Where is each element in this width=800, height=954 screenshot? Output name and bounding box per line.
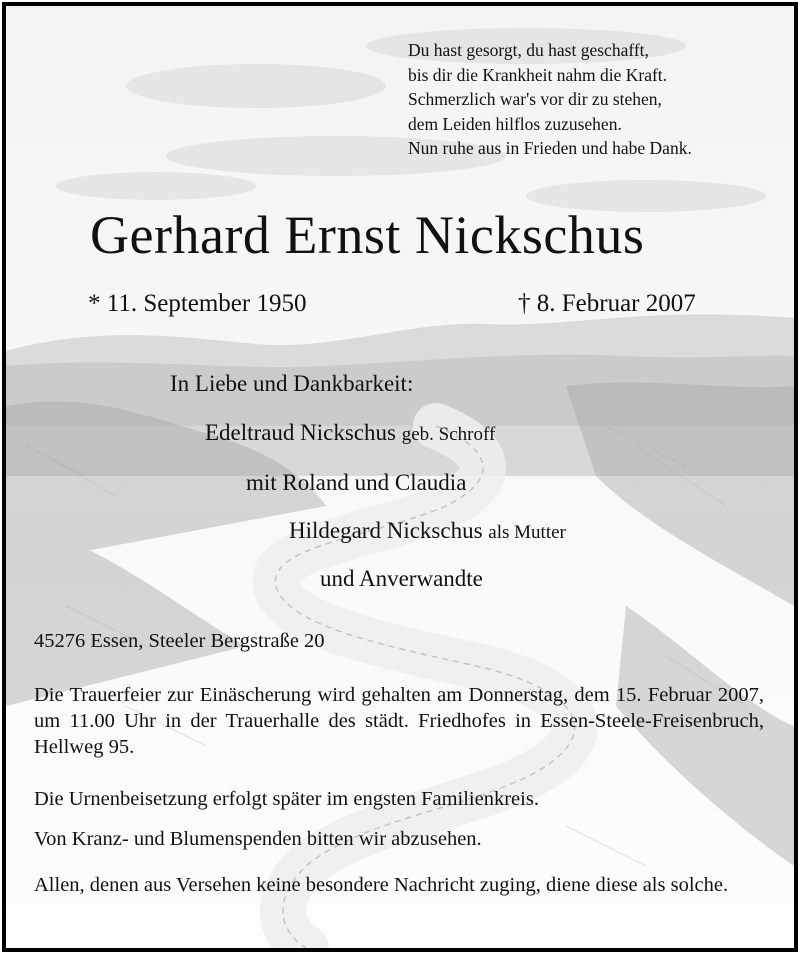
birth-date: * 11. September 1950 bbox=[88, 290, 307, 317]
ceremony-paragraph: Die Trauerfeier zur Einäscherung wird gehalten am Donnerstag, dem 15. Februar 2007, um 11.00 Uhr in der Trauerhalle des städt. Friedhofes in Essen-Steele-Freisenbruch, Hellweg 95. bbox=[34, 684, 764, 758]
mourners-intro: In Liebe und Dankbarkeit: bbox=[170, 371, 414, 396]
poem-line: Du hast gesorgt, du hast geschafft, bbox=[408, 40, 649, 60]
mourner-mother-note: als Mutter bbox=[488, 522, 566, 543]
obituary-card bbox=[2, 2, 798, 952]
poem-line: Schmerzlich war's vor dir zu stehen, bbox=[408, 89, 662, 109]
death-date: † 8. Februar 2007 bbox=[518, 290, 696, 317]
mourner-relatives: und Anverwandte bbox=[320, 566, 483, 591]
mourner-wife bbox=[205, 420, 495, 446]
urn-paragraph: Die Urnenbeisetzung erfolgt später im engsten Familienkreis. bbox=[34, 788, 539, 810]
poem-line: Nun ruhe aus in Frieden und habe Dank. bbox=[408, 138, 692, 158]
mourner-children: mit Roland und Claudia bbox=[246, 470, 467, 495]
mourner-mother-name: Hildegard Nickschus bbox=[289, 518, 483, 543]
mourner-wife-note: geb. Schroff bbox=[401, 424, 496, 445]
deceased-name: Gerhard Ernst Nickschus bbox=[90, 205, 645, 265]
mourner-mother bbox=[289, 518, 566, 544]
notice-paragraph: Allen, denen aus Versehen keine besondere Nachricht zuging, diene diese als solche. bbox=[34, 874, 729, 896]
address: 45276 Essen, Steeler Bergstraße 20 bbox=[34, 630, 325, 652]
mourner-wife-name: Edeltraud Nickschus bbox=[205, 420, 396, 445]
flowers-paragraph: Von Kranz- und Blumenspenden bitten wir abzusehen. bbox=[34, 828, 482, 850]
poem bbox=[408, 38, 692, 161]
poem-line: bis dir die Krankheit nahm die Kraft. bbox=[408, 64, 668, 85]
poem-line: dem Leiden hilflos zuzusehen. bbox=[408, 113, 622, 134]
